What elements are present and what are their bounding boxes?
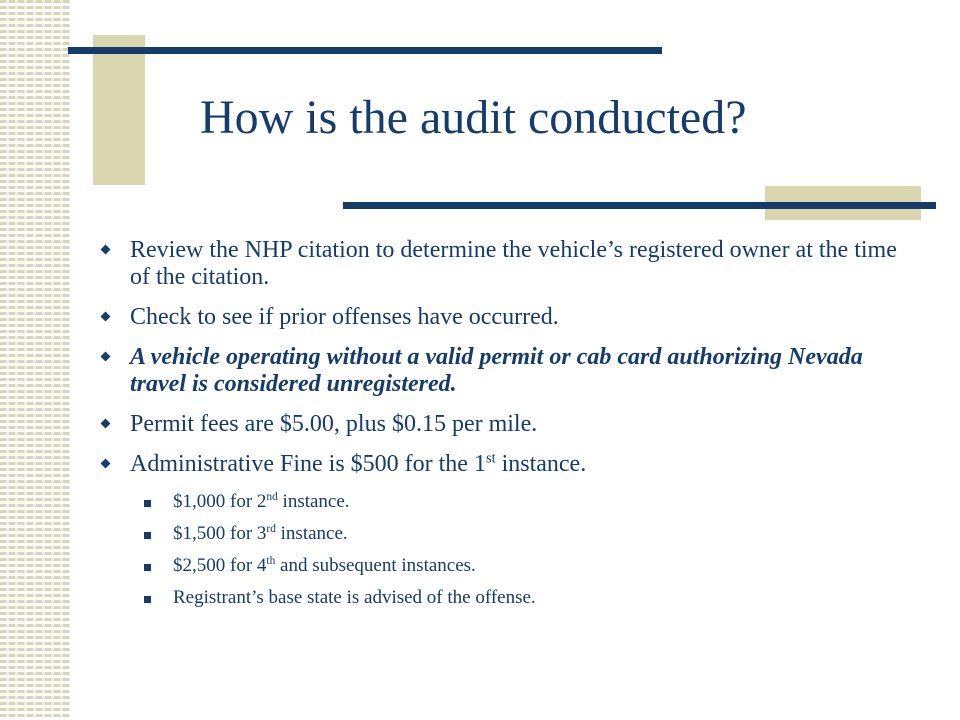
sub-bullet-suffix: and subsequent instances. — [275, 555, 476, 576]
sub-bullet-prefix: $1,000 for 2 — [173, 491, 267, 512]
sub-bullet-item — [100, 491, 910, 513]
bullet-text: Check to see if prior offenses have occurred. — [130, 304, 559, 330]
bullet-text-suffix: instance. — [495, 451, 587, 477]
bullet-item — [100, 304, 910, 331]
sub-bullet-prefix: $1,500 for 3 — [173, 523, 267, 544]
sub-bullet-superscript: nd — [266, 491, 278, 504]
bullet-text-superscript: st — [485, 450, 496, 467]
bullet-text: Permit fees are $5.00, plus $0.15 per mile. — [130, 411, 538, 437]
bullet-item — [100, 237, 910, 291]
diamond-bullet-icon — [101, 312, 111, 322]
sub-bullet-item — [100, 555, 910, 577]
sub-bullet-item — [100, 587, 910, 609]
decor-navy-bar-top — [68, 47, 662, 54]
diamond-bullet-icon — [101, 419, 111, 429]
sub-bullet-suffix: instance. — [275, 523, 348, 544]
diamond-bullet-icon — [101, 245, 111, 255]
bullet-text: Review the NHP citation to determine the vehicle’s registered owner at the time of the citation. — [130, 237, 897, 290]
bullet-text-prefix: Administrative Fine is $500 for the 1 — [130, 451, 486, 477]
square-bullet-icon — [144, 500, 151, 507]
decor-tan-block-top — [93, 35, 145, 185]
bullet-item-emphasized — [100, 344, 910, 398]
square-bullet-icon — [144, 596, 151, 603]
sub-bullet-superscript: th — [266, 555, 276, 568]
left-border-crosshatch — [0, 0, 70, 720]
bullet-item — [100, 451, 910, 478]
square-bullet-icon — [144, 564, 151, 571]
sub-bullet-prefix: $2,500 for 4 — [173, 555, 267, 576]
bullet-list — [100, 237, 910, 619]
decor-navy-bar-bottom — [343, 202, 936, 209]
sub-bullet-suffix: instance. — [277, 491, 350, 512]
sub-bullet-prefix: Registrant’s base state is advised of the offense. — [173, 587, 536, 608]
bullet-text: A vehicle operating without a valid permit or cab card authorizing Nevada travel is considered unregistered. — [130, 344, 863, 397]
bullet-item — [100, 411, 910, 438]
slide-title: How is the audit conducted? — [200, 91, 747, 144]
square-bullet-icon — [144, 532, 151, 539]
sub-bullet-superscript: rd — [266, 523, 276, 536]
diamond-bullet-icon — [101, 352, 111, 362]
diamond-bullet-icon — [101, 459, 111, 469]
sub-bullet-item — [100, 523, 910, 545]
